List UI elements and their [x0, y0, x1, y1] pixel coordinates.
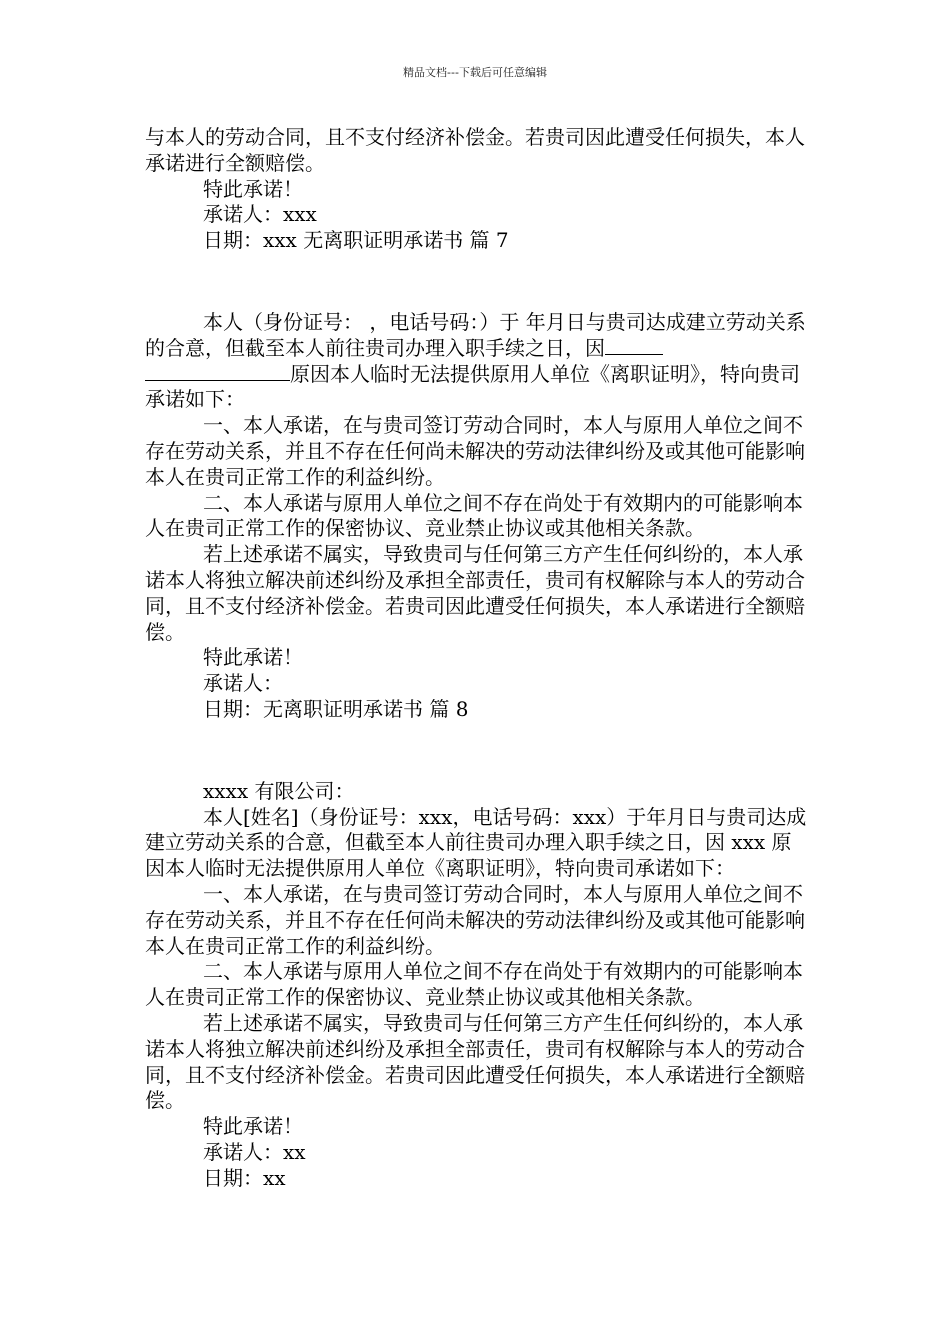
closing-statement: 特此承诺！	[203, 645, 303, 670]
closing-statement: 特此承诺！	[203, 176, 303, 201]
signatory-line: 承诺人：xx	[203, 1139, 306, 1164]
commitment-one: 一、本人承诺，在与贵司签订劳动合同时，本人与原用人单位之间不存在劳动关系，并且不存在任何尚未解决的劳动法律纠纷及或其他可能影响本人在贵司正常工作的利益纠纷。	[145, 413, 805, 489]
section-gap	[145, 723, 807, 779]
fill-in-blank	[605, 336, 663, 355]
commitment-two: 二、本人承诺与原用人单位之间不存在尚处于有效期内的可能影响本人在贵司正常工作的保密协议、竞业禁止协议或其他相关条款。	[145, 490, 803, 541]
liability-paragraph: 若上述承诺不属实，导致贵司与任何第三方产生任何纠纷的，本人承诺本人将独立解决前述纠纷及承担全部责任，贵司有权解除与本人的劳动合同，且不支付经济补偿金。若贵司因此遭受任何损失，本人承诺进行全额赔偿。	[145, 1010, 805, 1113]
closing-statement: 特此承诺！	[203, 1114, 303, 1139]
date-line: 日期：xx	[203, 1165, 286, 1190]
intro-text-start: 本人（身份证号： ，电话号码：）于 年月日与贵司达成建立劳动关系的合意，但截至本人前往贵司办理入职手续之日，因	[145, 309, 806, 360]
section-gap	[145, 254, 807, 310]
intro-paragraph: 本人[姓名]（身份证号：xxx，电话号码：xxx）于年月日与贵司达成建立劳动关系的合意，但截至本人前往贵司办理入职手续之日，因 xxx 原因本人临时无法提供原用人单位《离职证明》，特向贵司承诺如下：	[145, 804, 807, 881]
fill-in-blank	[145, 362, 290, 381]
commitment-one: 一、本人承诺，在与贵司签订劳动合同时，本人与原用人单位之间不存在劳动关系，并且不存在任何尚未解决的劳动法律纠纷及或其他可能影响本人在贵司正常工作的利益纠纷。	[145, 881, 805, 958]
page-header: 精品文档---下载后可任意编辑	[403, 66, 547, 79]
signatory-line: 承诺人：	[203, 671, 283, 696]
date-title-line: 日期：xxx 无离职证明承诺书 篇 7	[203, 228, 509, 253]
intro-paragraph	[145, 310, 807, 413]
signatory-line: 承诺人：xxx	[203, 202, 317, 227]
commitment-two: 二、本人承诺与原用人单位之间不存在尚处于有效期内的可能影响本人在贵司正常工作的保密协议、竞业禁止协议或其他相关条款。	[145, 959, 803, 1010]
intro-text-end: 原因本人临时无法提供原用人单位《离职证明》，特向贵司承诺如下：	[145, 361, 800, 412]
document-body	[145, 125, 807, 1191]
date-title-line: 日期：无离职证明承诺书 篇 8	[203, 696, 469, 721]
liability-paragraph: 若上述承诺不属实，导致贵司与任何第三方产生任何纠纷的，本人承诺本人将独立解决前述纠纷及承担全部责任，贵司有权解除与本人的劳动合同，且不支付经济补偿金。若贵司因此遭受任何损失，本人承诺进行全额赔偿。	[145, 542, 805, 644]
paragraph-compensation: 与本人的劳动合同，且不支付经济补偿金。若贵司因此遭受任何损失，本人承诺进行全额赔偿。	[145, 125, 805, 175]
addressee-line: xxxx 有限公司：	[203, 778, 355, 803]
